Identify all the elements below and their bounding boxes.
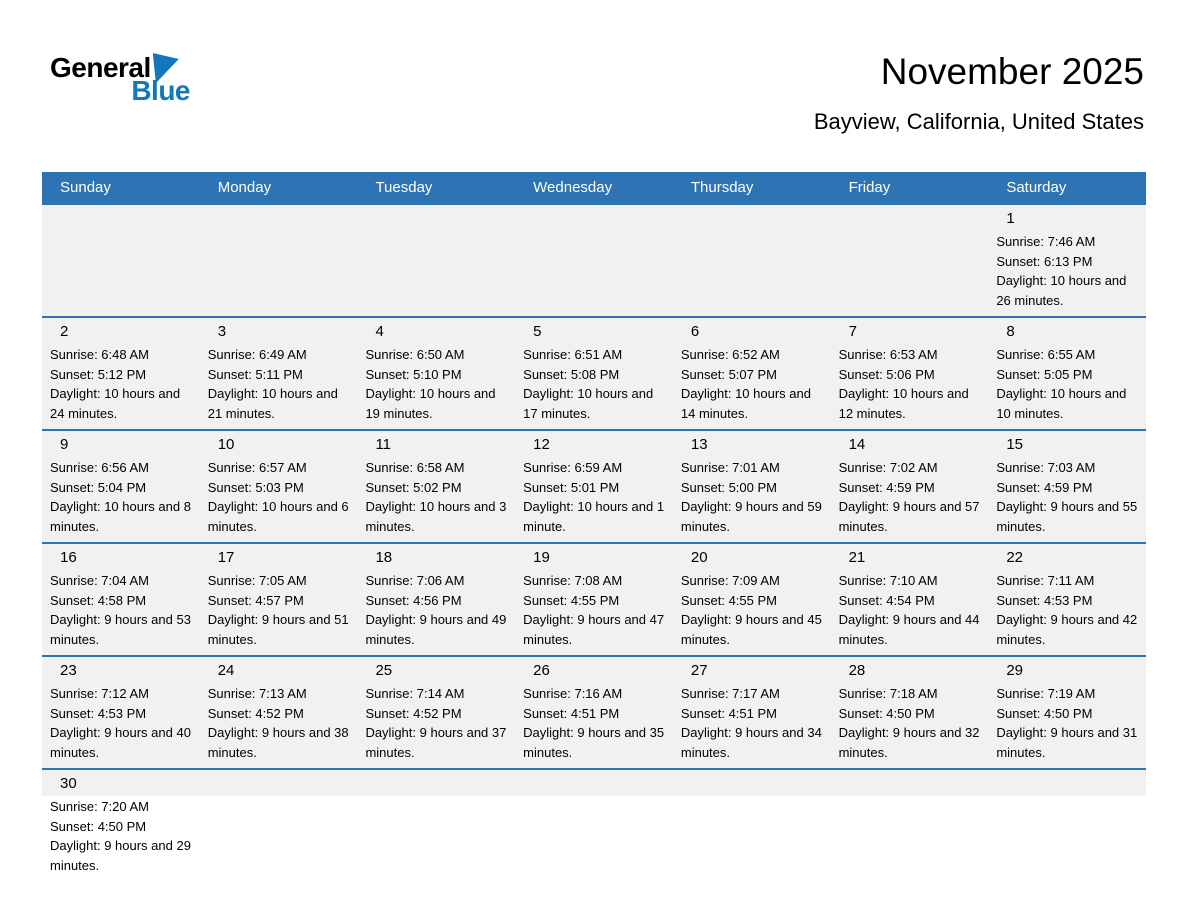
calendar-day-cell — [831, 544, 989, 655]
empty-day-cell — [200, 205, 358, 316]
daylight-text: Daylight: 10 hours and 17 minutes. — [523, 386, 654, 421]
calendar-day-cell — [42, 770, 200, 888]
daylight-text: Daylight: 9 hours and 47 minutes. — [523, 612, 665, 647]
sunrise-text: Sunrise: 7:16 AM — [523, 686, 623, 701]
sunset-text: Sunset: 6:13 PM — [996, 253, 1093, 269]
sunset-text: Sunset: 4:57 PM — [207, 592, 304, 608]
daylight-text: Daylight: 10 hours and 14 minutes. — [680, 386, 811, 421]
calendar-day-cell — [988, 544, 1146, 655]
sunrise-text: Sunrise: 7:02 AM — [838, 460, 938, 475]
sunrise-text: Sunrise: 7:13 AM — [207, 686, 307, 701]
sunset-text: Sunset: 4:55 PM — [523, 592, 620, 608]
weekday-header-wednesday: Wednesday — [533, 179, 613, 196]
sunset-text: Sunset: 5:05 PM — [996, 366, 1093, 382]
daylight-text: Daylight: 9 hours and 57 minutes. — [838, 499, 980, 534]
day-number: 25 — [375, 662, 393, 679]
calendar-day-cell — [988, 205, 1146, 316]
daylight-text: Daylight: 9 hours and 38 minutes. — [207, 725, 349, 760]
empty-day-cell — [673, 770, 831, 888]
calendar-day-cell — [42, 318, 200, 429]
day-number: 28 — [848, 662, 866, 679]
sunset-text: Sunset: 5:00 PM — [680, 479, 777, 495]
daylight-text: Daylight: 9 hours and 37 minutes. — [365, 725, 507, 760]
daylight-text: Daylight: 9 hours and 51 minutes. — [207, 612, 349, 647]
sunset-text: Sunset: 4:53 PM — [50, 705, 147, 721]
sunrise-text: Sunrise: 6:52 AM — [680, 347, 780, 362]
sunset-text: Sunset: 4:50 PM — [996, 705, 1093, 721]
sunset-text: Sunset: 4:50 PM — [50, 818, 147, 834]
daylight-text: Daylight: 10 hours and 6 minutes. — [207, 499, 349, 534]
calendar-day-cell — [988, 657, 1146, 768]
daylight-text: Daylight: 9 hours and 42 minutes. — [996, 612, 1138, 647]
day-number: 24 — [217, 662, 235, 679]
empty-day-cell — [515, 205, 673, 316]
calendar-day-cell — [42, 431, 200, 542]
weekday-header-sunday: Sunday — [60, 179, 111, 196]
daylight-text: Daylight: 10 hours and 21 minutes. — [207, 386, 338, 421]
sunset-text: Sunset: 4:56 PM — [365, 592, 462, 608]
sunrise-text: Sunrise: 7:14 AM — [365, 686, 465, 701]
day-number: 9 — [60, 436, 69, 453]
sunset-text: Sunset: 5:04 PM — [50, 479, 147, 495]
calendar-day-cell — [831, 431, 989, 542]
logo-text-general: General — [50, 52, 151, 83]
calendar-day-cell — [42, 544, 200, 655]
day-number: 19 — [533, 549, 550, 566]
calendar-day-cell — [200, 431, 358, 542]
sunset-text: Sunset: 4:59 PM — [996, 479, 1093, 495]
day-number: 16 — [60, 549, 77, 566]
day-number: 30 — [60, 775, 77, 792]
daylight-text: Daylight: 10 hours and 3 minutes. — [365, 499, 507, 534]
sunrise-text: Sunrise: 7:19 AM — [996, 686, 1096, 701]
calendar-day-cell — [988, 431, 1146, 542]
sunset-text: Sunset: 5:03 PM — [207, 479, 304, 495]
weekday-header-tuesday: Tuesday — [375, 179, 433, 196]
day-number: 17 — [217, 549, 235, 566]
sunset-text: Sunset: 5:07 PM — [680, 366, 777, 382]
empty-day-cell — [831, 205, 989, 316]
sunset-text: Sunset: 4:51 PM — [680, 705, 777, 721]
daylight-text: Daylight: 9 hours and 34 minutes. — [680, 725, 822, 760]
sunrise-text: Sunrise: 7:12 AM — [50, 686, 149, 701]
calendar-day-cell — [673, 657, 831, 768]
sunrise-text: Sunrise: 6:57 AM — [207, 460, 307, 475]
day-number: 3 — [217, 323, 227, 340]
sunset-text: Sunset: 5:10 PM — [365, 366, 462, 382]
sunset-text: Sunset: 4:55 PM — [680, 592, 777, 608]
daylight-text: Daylight: 10 hours and 19 minutes. — [365, 386, 496, 421]
calendar-day-cell — [42, 657, 200, 768]
page-header — [0, 0, 1188, 158]
sunrise-text: Sunrise: 7:04 AM — [50, 573, 149, 588]
sunrise-text: Sunrise: 6:56 AM — [50, 460, 149, 475]
day-number: 11 — [375, 436, 392, 453]
sunrise-text: Sunrise: 7:06 AM — [365, 573, 465, 588]
day-number: 4 — [375, 323, 384, 340]
day-number: 13 — [690, 436, 708, 453]
empty-day-cell — [42, 205, 200, 316]
day-number: 27 — [690, 662, 708, 679]
calendar-day-cell — [515, 544, 673, 655]
sunrise-text: Sunrise: 6:50 AM — [365, 347, 465, 362]
daylight-text: Daylight: 9 hours and 31 minutes. — [996, 725, 1138, 760]
daylight-text: Daylight: 10 hours and 10 minutes. — [996, 386, 1127, 421]
calendar-day-cell — [357, 657, 515, 768]
day-number: 23 — [60, 662, 77, 679]
day-number: 21 — [848, 549, 866, 566]
empty-day-cell — [831, 770, 989, 888]
daylight-text: Daylight: 10 hours and 26 minutes. — [996, 273, 1127, 308]
day-number: 12 — [533, 436, 550, 453]
sunrise-text: Sunrise: 7:11 AM — [996, 573, 1095, 588]
daylight-text: Daylight: 9 hours and 45 minutes. — [680, 612, 822, 647]
sunrise-text: Sunrise: 7:03 AM — [996, 460, 1096, 475]
sunrise-text: Sunrise: 7:08 AM — [523, 573, 623, 588]
week-row — [42, 768, 1146, 888]
sunrise-text: Sunrise: 7:10 AM — [838, 573, 938, 588]
daylight-text: Daylight: 9 hours and 53 minutes. — [50, 612, 191, 647]
calendar-day-cell — [200, 544, 358, 655]
day-number: 20 — [690, 549, 708, 566]
daylight-text: Daylight: 10 hours and 8 minutes. — [50, 499, 191, 534]
week-row — [42, 655, 1146, 768]
daylight-text: Daylight: 9 hours and 32 minutes. — [838, 725, 980, 760]
title-block — [814, 52, 1144, 135]
calendar-day-cell — [515, 657, 673, 768]
sunset-text: Sunset: 5:12 PM — [50, 366, 147, 382]
week-row — [42, 316, 1146, 429]
empty-day-cell — [673, 205, 831, 316]
week-row — [42, 542, 1146, 655]
sunset-text: Sunset: 5:01 PM — [523, 479, 620, 495]
day-number: 2 — [60, 323, 69, 340]
calendar-day-cell — [988, 318, 1146, 429]
weekday-header-thursday: Thursday — [690, 179, 754, 196]
sunrise-text: Sunrise: 7:46 AM — [996, 234, 1096, 249]
calendar-day-cell — [673, 431, 831, 542]
sunset-text: Sunset: 5:11 PM — [207, 366, 303, 382]
calendar-day-cell — [357, 544, 515, 655]
calendar-day-cell — [200, 318, 358, 429]
daylight-text: Daylight: 9 hours and 59 minutes. — [680, 499, 822, 534]
daylight-text: Daylight: 9 hours and 49 minutes. — [365, 612, 507, 647]
sunset-text: Sunset: 4:52 PM — [207, 705, 304, 721]
sunset-text: Sunset: 4:58 PM — [50, 592, 147, 608]
sunrise-text: Sunrise: 6:51 AM — [523, 347, 623, 362]
sunrise-text: Sunrise: 6:58 AM — [365, 460, 465, 475]
page-subtitle: Bayview, California, United States — [813, 108, 1144, 134]
sunset-text: Sunset: 5:02 PM — [365, 479, 462, 495]
day-number: 29 — [1006, 662, 1023, 679]
daylight-text: Daylight: 9 hours and 35 minutes. — [523, 725, 665, 760]
weekday-header-saturday: Saturday — [1006, 179, 1067, 196]
weekday-header-friday: Friday — [848, 179, 891, 196]
sunrise-text: Sunrise: 7:01 AM — [680, 460, 780, 475]
day-number: 22 — [1006, 549, 1023, 566]
empty-day-cell — [357, 205, 515, 316]
day-number: 10 — [217, 436, 235, 453]
week-row — [42, 429, 1146, 542]
empty-day-cell — [357, 770, 515, 888]
sunset-text: Sunset: 4:53 PM — [996, 592, 1093, 608]
sunset-text: Sunset: 4:52 PM — [365, 705, 462, 721]
sunset-text: Sunset: 4:54 PM — [838, 592, 935, 608]
general-blue-logo — [50, 52, 220, 107]
sunrise-text: Sunrise: 7:09 AM — [680, 573, 780, 588]
sunrise-text: Sunrise: 6:59 AM — [523, 460, 623, 475]
day-number: 14 — [848, 436, 866, 453]
sunset-text: Sunset: 4:59 PM — [838, 479, 935, 495]
calendar-day-cell — [515, 318, 673, 429]
day-number: 18 — [375, 549, 393, 566]
daylight-text: Daylight: 10 hours and 24 minutes. — [50, 386, 181, 421]
sunrise-text: Sunrise: 7:18 AM — [838, 686, 938, 701]
empty-day-cell — [988, 770, 1146, 888]
daylight-text: Daylight: 9 hours and 29 minutes. — [50, 838, 191, 873]
weeks-grid — [42, 203, 1146, 888]
day-number: 6 — [690, 323, 700, 340]
sunrise-text: Sunrise: 7:17 AM — [680, 686, 780, 701]
sunrise-text: Sunrise: 6:49 AM — [207, 347, 307, 362]
sunset-text: Sunset: 4:51 PM — [523, 705, 620, 721]
weekday-header-row — [42, 172, 1146, 203]
sunset-text: Sunset: 5:06 PM — [838, 366, 935, 382]
sunrise-text: Sunrise: 7:20 AM — [50, 799, 149, 814]
daylight-text: Daylight: 10 hours and 1 minute. — [523, 499, 665, 534]
day-number: 1 — [1006, 210, 1015, 227]
calendar-day-cell — [515, 431, 673, 542]
daylight-text: Daylight: 9 hours and 40 minutes. — [50, 725, 191, 760]
week-row — [42, 203, 1146, 316]
calendar-day-cell — [673, 544, 831, 655]
calendar-day-cell — [357, 431, 515, 542]
sunset-text: Sunset: 4:50 PM — [838, 705, 935, 721]
sunset-text: Sunset: 5:08 PM — [523, 366, 620, 382]
empty-day-cell — [515, 770, 673, 888]
empty-day-cell — [200, 770, 358, 888]
day-number: 26 — [533, 662, 550, 679]
logo-text-blue: Blue — [131, 75, 190, 106]
page-title: November 2025 — [880, 51, 1144, 92]
calendar-day-cell — [673, 318, 831, 429]
sunrise-text: Sunrise: 6:48 AM — [50, 347, 149, 362]
calendar-day-cell — [831, 657, 989, 768]
daylight-text: Daylight: 10 hours and 12 minutes. — [838, 386, 969, 421]
sunrise-text: Sunrise: 6:55 AM — [996, 347, 1096, 362]
weekday-header-monday: Monday — [217, 179, 272, 196]
day-number: 8 — [1006, 323, 1015, 340]
daylight-text: Daylight: 9 hours and 55 minutes. — [996, 499, 1138, 534]
calendar-day-cell — [831, 318, 989, 429]
day-number: 7 — [848, 323, 857, 340]
sunrise-text: Sunrise: 6:53 AM — [838, 347, 938, 362]
daylight-text: Daylight: 9 hours and 44 minutes. — [838, 612, 980, 647]
day-number: 15 — [1006, 436, 1023, 453]
sunrise-text: Sunrise: 7:05 AM — [207, 573, 307, 588]
day-number: 5 — [533, 323, 542, 340]
calendar — [42, 172, 1146, 888]
calendar-day-cell — [200, 657, 358, 768]
calendar-day-cell — [357, 318, 515, 429]
